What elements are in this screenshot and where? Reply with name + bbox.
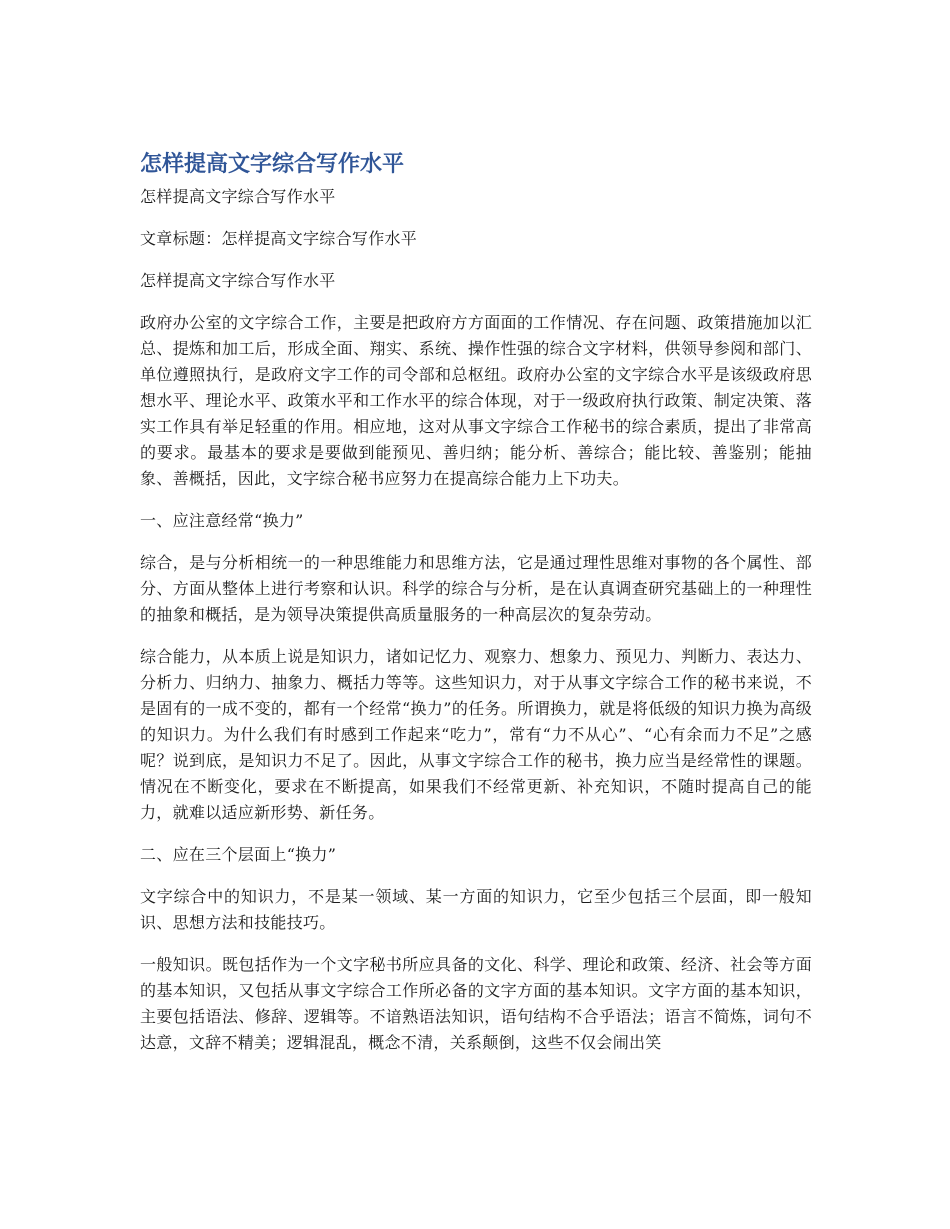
intro-paragraph: 政府办公室的文字综合工作，主要是把政府方方面面的工作情况、存在问题、政策措施加以汇总、提炼和加工后，形成全面、翔实、系统、操作性强的综合文字材料，供领导参阅和部门、单位遵照执行，是政府文字工作的司令部和总枢纽。政府办公室的文字综合水平是该级政府思想水平、理论水平、政策水平和工作水平的综合体现，对于一级政府执行政策、制定决策、落实工作具有举足轻重的作用。相应地，这对从事文字综合工作秘书的综合素质，提出了非常高的要求。最基本的要求是要做到能预见、善归纳；能分析、善综合；能比较、善鉴别；能抽象、善概括，因此，文字综合秘书应努力在提高综合能力上下功夫。 — [140, 313, 812, 488]
paragraph-general-knowledge: 一般知识。既包括作为一个文字秘书所应具备的文化、科学、理论和政策、经济、社会等方面的基本知识，又包括从事文字综合工作所必备的文字方面的基本知识。文字方面的基本知识，主要包括语法、修辞、逻辑等。不谙熟语法知识，语句结构不合乎语法；语言不简炼，词句不达意，文辞不精美；逻辑混乱，概念不清，关系颠倒，这些不仅会闹出笑 — [140, 955, 812, 1052]
paragraph-synthesis: 综合，是与分析相统一的一种思维能力和思维方法，它是通过理性思维对事物的各个属性、部分、方面从整体上进行考察和认识。科学的综合与分析，是在认真调查研究基础上的一种理性的抽象和概括，是为领导决策提供高质量服务的一种高层次的复杂劳动。 — [140, 553, 812, 624]
section-heading-2: 二、应在三个层面上“换力” — [140, 845, 337, 864]
heading-line: 怎样提高文字综合写作水平 — [140, 271, 336, 290]
document-page — [140, 148, 812, 1072]
paragraph-ability: 综合能力，从本质上说是知识力，诸如记忆力、观察力、想象力、预见力、判断力、表达力、分析力、归纳力、抽象力、概括力等等。这些知识力，对于从事文字综合工作的秘书来说，不是固有的一成不变的，都有一个经常“换力”的任务。所谓换力，就是将低级的知识力换为高级的知识力。为什么我们有时感到工作起来“吃力”，常有“力不从心”、“心有余而力不足”之感呢？说到底，是知识力不足了。因此，从事文字综合工作的秘书，换力应当是经常性的课题。情况在不断变化，要求在不断提高，如果我们不经常更新、补充知识，不随时提高自己的能力，就难以适应新形势、新任务。 — [140, 647, 812, 822]
subtitle-line: 怎样提高文字综合写作水平 — [140, 187, 336, 206]
section-heading-1: 一、应注意经常“换力” — [140, 511, 304, 530]
article-title-line: 文章标题：怎样提高文字综合写作水平 — [140, 229, 418, 248]
paragraph-knowledge-levels: 文字综合中的知识力，不是某一领域、某一方面的知识力，它至少包括三个层面，即一般知识、思想方法和技能技巧。 — [140, 887, 812, 932]
document-title: 怎样提高文字综合写作水平 — [140, 152, 405, 177]
